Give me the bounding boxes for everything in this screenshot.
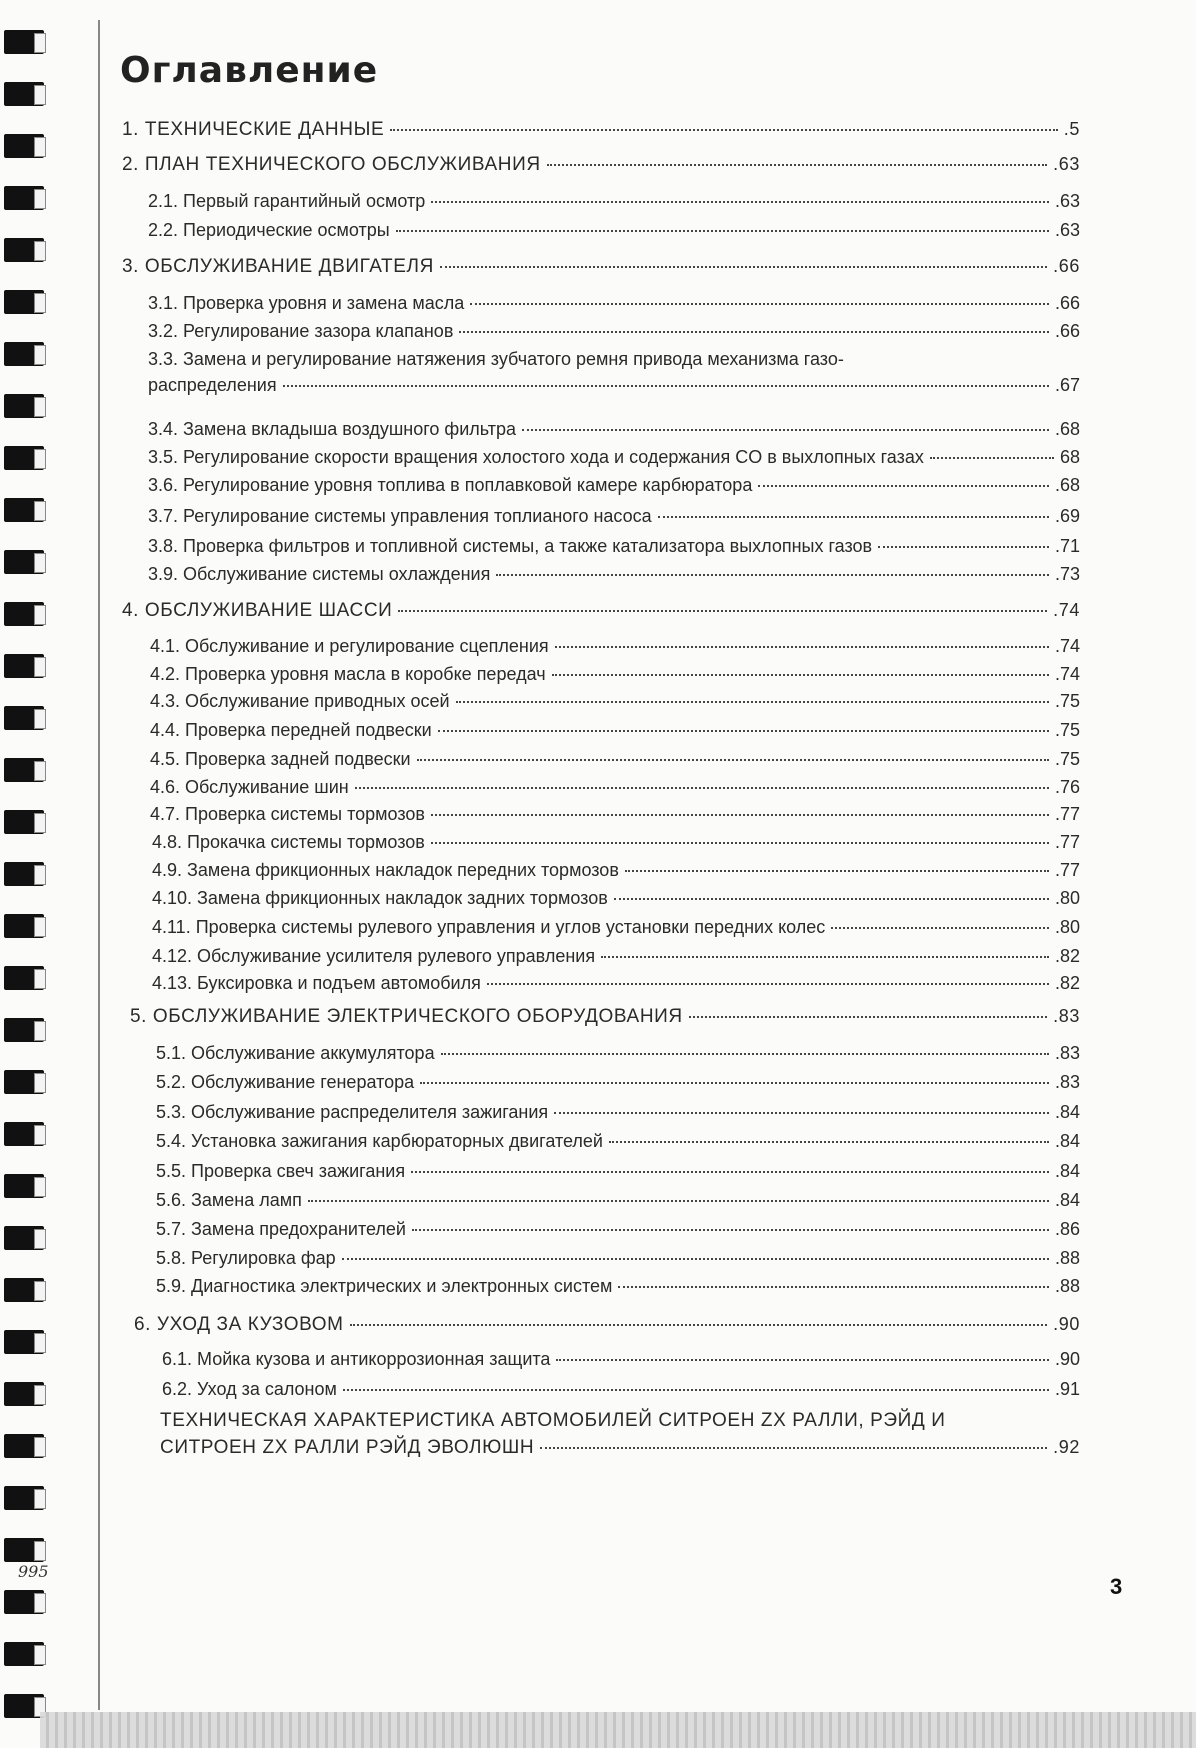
toc-chapter[interactable] [160,1436,1080,1459]
dot-leader [417,759,1049,761]
dot-leader [355,787,1049,789]
dot-leader [412,1229,1049,1231]
dot-leader [441,1053,1049,1055]
toc-section[interactable] [152,831,1080,853]
toc-label: 6. УХОД ЗА КУЗОВОМ [134,1314,344,1335]
toc-section[interactable] [148,219,1080,241]
toc-label: 5.6. Замена ламп [156,1190,302,1210]
toc-page-number: .82 [1054,973,1080,993]
toc-label: 1. ТЕХНИЧЕСКИЕ ДАННЫЕ [122,119,385,140]
dot-leader [438,730,1049,732]
toc-page-number: .67 [1054,375,1080,395]
toc-label: 6.2. Уход за салоном [162,1379,337,1399]
toc-label: 5.4. Установка зажигания карбюраторных двигателей [156,1131,603,1151]
toc-label: 4.12. Обслуживание усилителя рулевого управления [152,946,596,966]
toc-label-line1: 3.3. Замена и регулирование натяжения зубчатого ремня привода механизма газо- [148,349,844,369]
toc-label: 5.3. Обслуживание распределителя зажигания [156,1102,549,1122]
toc-page-number: .83 [1053,1006,1080,1026]
toc-chapter[interactable] [122,255,1080,278]
dot-leader [496,574,1049,576]
toc-page-number: .91 [1054,1379,1080,1399]
dot-leader [456,701,1049,703]
toc-label-line2: СИТРОЕН ZX РАЛЛИ РЭЙД ЭВОЛЮШН [160,1437,535,1458]
toc-section[interactable] [152,945,1080,967]
toc-label-line1: ТЕХНИЧЕСКАЯ ХАРАКТЕРИСТИКА АВТОМОБИЛЕЙ СИТРОЕН ZX РАЛЛИ, РЭЙД И [160,1410,946,1431]
dot-leader [831,927,1049,929]
toc-label: 4.13. Буксировка и подъем автомобиля [152,973,481,993]
toc-label: 4.11. Проверка системы рулевого управления и углов установки передних колес [152,917,826,937]
toc-section[interactable] [156,1160,1080,1182]
toc-label: 4.8. Прокачка системы тормозов [152,832,425,852]
toc-section[interactable] [148,446,1080,468]
page-number: 3 [1110,1574,1123,1599]
toc-label: 3.7. Регулирование системы управления топлианого насоса [148,506,652,526]
toc-page-number: .77 [1054,832,1080,852]
toc-section[interactable] [152,972,1080,994]
toc-page-number: 68 [1059,447,1080,467]
toc-label: 4.6. Обслуживание шин [150,777,349,797]
toc-label: 2.1. Первый гарантийный осмотр [148,191,426,211]
toc-section[interactable] [148,320,1080,342]
toc-page-number: .84 [1054,1131,1080,1151]
toc-page-number: .82 [1054,946,1080,966]
toc-label: 4.10. Замена фрикционных накладок задних тормозов [152,888,608,908]
toc-section[interactable] [150,776,1080,798]
dot-leader [614,898,1049,900]
toc-page-number: .76 [1054,777,1080,797]
toc-section[interactable] [156,1042,1080,1064]
toc-label: 5.5. Проверка свеч зажигания [156,1161,406,1181]
toc-page-number: .75 [1054,691,1080,711]
dot-leader [554,1112,1049,1114]
dot-leader [431,201,1049,203]
toc-page-number: .69 [1054,506,1080,526]
toc-label: 5.8. Регулировка фар [156,1248,336,1268]
toc-label: 4.5. Проверка задней подвески [150,749,411,769]
toc-page-number: .88 [1054,1248,1080,1268]
toc-page-number: .84 [1054,1102,1080,1122]
toc-page-number: .63 [1054,220,1080,240]
toc-label: 3. ОБСЛУЖИВАНИЕ ДВИГАТЕЛЯ [122,256,434,277]
toc-label: 4.3. Обслуживание приводных осей [150,691,450,711]
toc-section[interactable] [156,1247,1080,1269]
dot-leader [431,814,1049,816]
toc-label: 5.7. Замена предохранителей [156,1219,406,1239]
dot-leader [390,129,1058,131]
toc-section[interactable] [162,1378,1080,1400]
toc-page-number: .63 [1054,191,1080,211]
toc-section[interactable] [148,374,1080,396]
toc-page-number: .74 [1054,664,1080,684]
toc-page-number: .84 [1054,1190,1080,1210]
toc-page-number: .68 [1054,475,1080,495]
toc-section[interactable] [148,535,1080,557]
toc-label: 2. ПЛАН ТЕХНИЧЕСКОГО ОБСЛУЖИВАНИЯ [122,154,541,175]
page-title: Оглавление [120,50,379,91]
toc-section[interactable] [156,1218,1080,1240]
toc-page-number: .66 [1054,293,1080,313]
toc-label: 3.8. Проверка фильтров и топливной системы, а также катализатора выхлопных газов [148,536,873,556]
toc-label: 3.9. Обслуживание системы охлаждения [148,564,491,584]
dot-leader [420,1082,1049,1084]
toc-section[interactable] [148,474,1080,496]
toc-chapter[interactable] [122,599,1080,622]
toc-page-number: .80 [1054,917,1080,937]
toc-chapter[interactable] [122,153,1080,176]
toc-label: 4. ОБСЛУЖИВАНИЕ ШАССИ [122,600,393,621]
toc-section[interactable] [152,887,1080,909]
dot-leader [601,956,1049,958]
dot-leader [552,674,1049,676]
toc-page-number: .75 [1054,720,1080,740]
toc-section[interactable] [148,505,1080,527]
toc-page-number: .90 [1054,1349,1080,1369]
toc-page-number: .84 [1054,1161,1080,1181]
toc-page-number: .83 [1054,1043,1080,1063]
toc-section[interactable] [156,1071,1080,1093]
dot-leader [758,485,1049,487]
toc-page-number: .80 [1054,888,1080,908]
toc-page-number: .92 [1053,1437,1080,1457]
toc-page-number: .66 [1053,256,1080,276]
toc-page-number: .5 [1063,119,1080,139]
toc-label: 4.4. Проверка передней подвески [150,720,432,740]
toc-section[interactable] [148,563,1080,585]
toc-page-number: .63 [1053,154,1080,174]
dot-leader [308,1200,1049,1202]
toc-label: 4.7. Проверка системы тормозов [150,804,425,824]
toc-section[interactable] [152,916,1080,938]
dot-leader [342,1258,1049,1260]
dot-leader [487,983,1049,985]
toc-label: 3.2. Регулирование зазора клапанов [148,321,454,341]
toc-page-number: .66 [1054,321,1080,341]
toc-section[interactable] [152,859,1080,881]
toc-page-number: .75 [1054,749,1080,769]
dot-leader [547,164,1047,166]
toc-label: 6.1. Мойка кузова и антикоррозионная защита [162,1349,551,1369]
dot-leader [283,385,1049,387]
dot-leader [411,1171,1049,1173]
dot-leader [618,1286,1049,1288]
dot-leader [540,1447,1047,1449]
toc-section[interactable] [150,690,1080,712]
toc-label: 5. ОБСЛУЖИВАНИЕ ЭЛЕКТРИЧЕСКОГО ОБОРУДОВАНИЯ [130,1006,683,1027]
margin-number: 995 [18,1562,49,1581]
toc-section[interactable] [156,1101,1080,1123]
toc-page-number: .83 [1054,1072,1080,1092]
toc-label: 3.4. Замена вкладыша воздушного фильтра [148,419,516,439]
toc-section[interactable] [162,1348,1080,1370]
toc-section[interactable] [156,1130,1080,1152]
dot-leader [930,457,1054,459]
toc-section[interactable] [156,1275,1080,1297]
toc-section[interactable] [150,719,1080,741]
toc-page-number: .77 [1054,860,1080,880]
toc-page-number: .88 [1054,1276,1080,1296]
dot-leader [470,303,1049,305]
dot-leader [689,1016,1047,1018]
toc-label: 5.9. Диагностика электрических и электронных систем [156,1276,613,1296]
toc-chapter[interactable] [134,1313,1080,1336]
dot-leader [440,266,1047,268]
dot-leader [431,842,1049,844]
toc-section[interactable] [150,635,1080,657]
toc-label-line2: распределения [148,375,277,395]
toc-label: 3.1. Проверка уровня и замена масла [148,293,465,313]
toc-section[interactable] [148,292,1080,314]
toc-label: 4.9. Замена фрикционных накладок передних тормозов [152,860,619,880]
toc-label: 3.5. Регулирование скорости вращения холостого хода и содержания CO в выхлопных газах [148,447,924,467]
toc-page-number: .68 [1054,419,1080,439]
toc-section[interactable] [150,663,1080,685]
toc-page-number: .90 [1053,1314,1080,1334]
toc-page-number: .74 [1053,600,1080,620]
dot-leader [658,516,1049,518]
dot-leader [609,1141,1049,1143]
toc-section[interactable] [150,748,1080,770]
toc-page-number: .71 [1054,536,1080,556]
dot-leader [522,429,1049,431]
dot-leader [396,230,1049,232]
dot-leader [625,870,1049,872]
toc-chapter[interactable] [130,1005,1080,1028]
toc-label: 4.2. Проверка уровня масла в коробке передач [150,664,546,684]
toc-section[interactable] [148,418,1080,440]
dot-leader [459,331,1049,333]
toc-label: 3.6. Регулирование уровня топлива в поплавковой камере карбюратора [148,475,753,495]
toc-page-number: .74 [1054,636,1080,656]
toc-chapter[interactable] [122,118,1080,141]
toc-page-number: .86 [1054,1219,1080,1239]
dot-leader [878,546,1049,548]
toc-label: 4.1. Обслуживание и регулирование сцепления [150,636,549,656]
toc-section[interactable] [148,190,1080,212]
toc-label: 5.2. Обслуживание генератора [156,1072,415,1092]
dot-leader [398,610,1047,612]
toc-label: 2.2. Периодические осмотры [148,220,390,240]
toc-section[interactable] [156,1189,1080,1211]
dot-leader [343,1389,1049,1391]
dot-leader [556,1359,1049,1361]
dot-leader [350,1324,1048,1326]
dot-leader [555,646,1049,648]
toc-label: 5.1. Обслуживание аккумулятора [156,1043,435,1063]
toc-page-number: .77 [1054,804,1080,824]
toc-page-number: .73 [1054,564,1080,584]
toc-section[interactable] [150,803,1080,825]
